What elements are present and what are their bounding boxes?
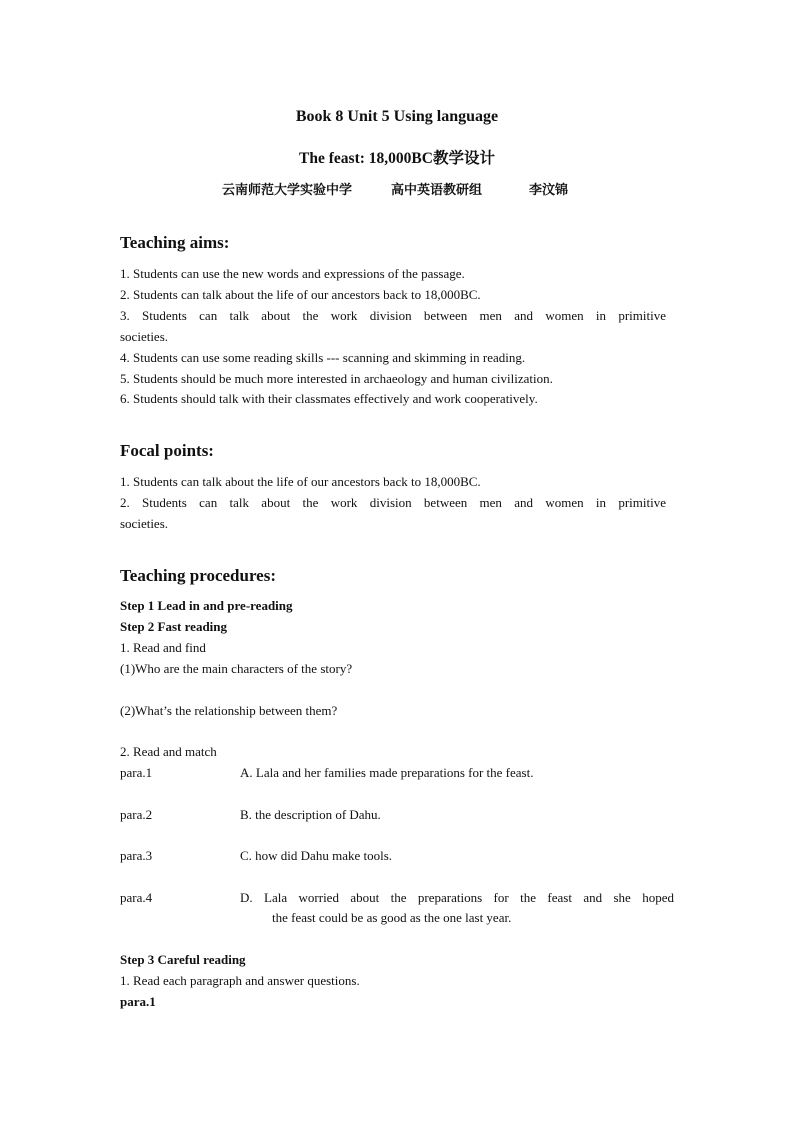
aim-item: 2. Students can talk about the life of our ancestors back to 18,000BC. [120, 287, 481, 302]
aim-item: 6. Students should talk with their classmates effectively and work cooperatively. [120, 391, 538, 406]
byline-author: 李汶锦 [529, 182, 569, 197]
match-option: B. the description of Dahu. [240, 807, 381, 822]
aim-item: 3. Students can talk about the work division between men and women in primitive [120, 308, 666, 323]
match-para-label: para.2 [120, 807, 153, 822]
byline-group: 高中英语教研组 [391, 182, 483, 197]
question-1: (1)Who are the main characters of the story? [120, 661, 353, 676]
document-subtitle: The feast: 18,000BC教学设计 [299, 150, 495, 167]
match-para-label: para.3 [120, 848, 153, 863]
para-1-label: para.1 [120, 994, 156, 1009]
match-para-label: para.1 [120, 765, 153, 780]
byline-school: 云南师范大学实验中学 [222, 182, 353, 197]
aim-item: 4. Students can use some reading skills --- scanning and skimming in reading. [120, 350, 526, 365]
match-para-label: para.4 [120, 890, 153, 905]
question-2: (2)What’s the relationship between them? [120, 703, 338, 718]
focal-item: 2. Students can talk about the work division between men and women in primitive [120, 495, 666, 510]
task-read-each-paragraph: 1. Read each paragraph and answer questions. [120, 973, 360, 988]
aim-item: 5. Students should be much more interested in archaeology and human civilization. [120, 371, 553, 386]
document-title: Book 8 Unit 5 Using language [295, 108, 499, 125]
aim-item-continued: societies. [120, 329, 169, 344]
teaching-procedures-heading: Teaching procedures: [120, 566, 277, 585]
step-2-heading: Step 2 Fast reading [120, 619, 228, 634]
aim-item: 1. Students can use the new words and expressions of the passage. [120, 266, 465, 281]
step-1-heading: Step 1 Lead in and pre-reading [120, 598, 293, 613]
match-option-continued: the feast could be as good as the one last year. [272, 910, 512, 925]
focal-item-continued: societies. [120, 516, 169, 531]
teaching-aims-heading: Teaching aims: [120, 233, 230, 252]
match-option: C. how did Dahu make tools. [240, 848, 393, 863]
task-read-and-find: 1. Read and find [120, 640, 206, 655]
match-option: A. Lala and her families made preparations for the feast. [240, 765, 534, 780]
task-read-and-match: 2. Read and match [120, 744, 217, 759]
focal-item: 1. Students can talk about the life of our ancestors back to 18,000BC. [120, 474, 481, 489]
focal-points-heading: Focal points: [120, 441, 214, 460]
match-option: D. Lala worried about the preparations for the feast and she hoped [240, 890, 674, 905]
step-3-heading: Step 3 Careful reading [120, 952, 246, 967]
